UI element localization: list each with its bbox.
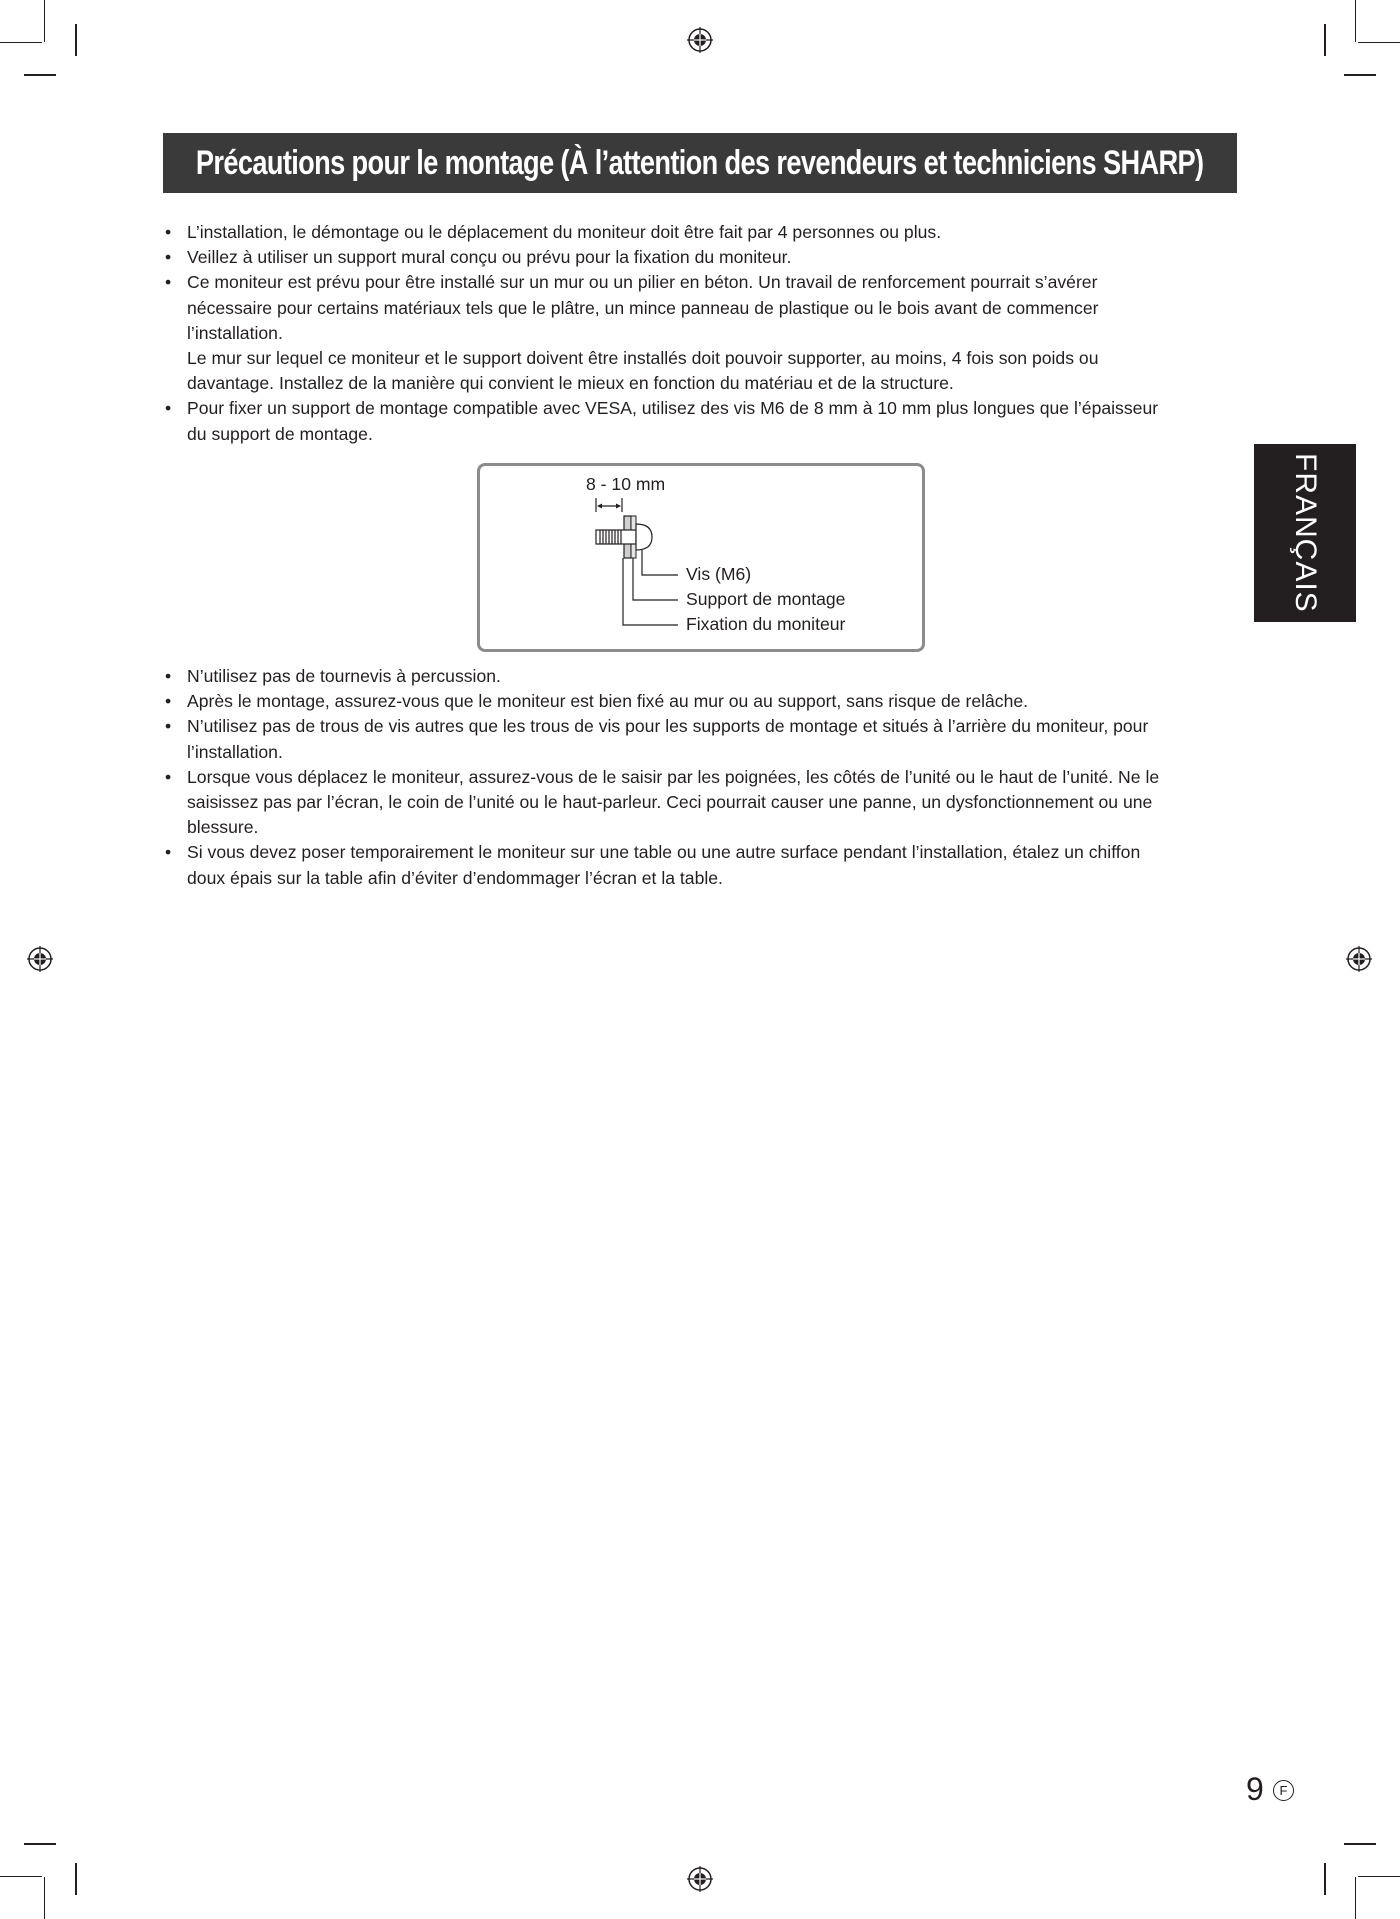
list-item-line: • Ce moniteur est prévu pour être installé sur un mur ou un pilier en béton. Un travail de renforcement pourrait s’avérer [187, 272, 1098, 293]
crop-mark [0, 42, 42, 43]
list-item [165, 664, 1245, 689]
list-item [165, 220, 1245, 245]
registration-mark-icon [1346, 946, 1372, 972]
crop-mark [1324, 24, 1326, 56]
crop-mark [1344, 74, 1376, 76]
list-item-line: • N’utilisez pas de trous de vis autres que les trous de vis pour les supports de montage et situés à l’arrière du moniteur, pour [187, 716, 1149, 737]
list-item [165, 714, 1245, 764]
dimension-arrowhead [597, 504, 602, 509]
crop-mark [24, 1843, 56, 1845]
list-item-line: • Pour fixer un support de montage compatible avec VESA, utilisez des vis M6 de 8 mm à 10 mm plus longues que l’épaisseur [187, 398, 1159, 419]
registration-mark-icon [687, 27, 713, 53]
crop-mark [1358, 1876, 1400, 1877]
list-item-line: du support de montage. [187, 423, 373, 444]
language-tab-label: FRANÇAIS [1289, 453, 1322, 613]
list-item-line: davantage. Installez de la manière qui convient le mieux en fonction du matériau et de la structure. [187, 373, 954, 394]
registration-mark-icon [687, 1866, 713, 1892]
section-title-bar [163, 133, 1237, 193]
list-item [165, 245, 1245, 270]
screw-length-diagram [477, 463, 925, 652]
crop-mark [1344, 1843, 1376, 1845]
list-item-line: l’installation. [187, 741, 283, 762]
screw-head [636, 524, 652, 550]
screw-shaft [596, 530, 636, 544]
page-number: 9 [1246, 1771, 1264, 1807]
crop-mark [44, 1877, 45, 1919]
page-title: Précautions pour le montage (À l’attention des revendeurs et techniciens SHARP) [196, 143, 1204, 182]
crop-mark [1358, 42, 1400, 43]
precautions-list-bottom [165, 664, 1245, 891]
precautions-list-top [165, 220, 1245, 447]
list-item [165, 689, 1245, 714]
list-item [165, 765, 1245, 841]
list-item-line: l’installation. [187, 322, 283, 343]
leader-line-fixture [623, 558, 678, 625]
crop-mark [1355, 0, 1356, 42]
list-item [165, 396, 1245, 446]
language-tab [1254, 444, 1356, 622]
bracket-label: Support de montage [686, 589, 846, 609]
registration-mark-icon [27, 946, 53, 972]
crop-mark [75, 24, 77, 56]
list-item [165, 840, 1245, 890]
crop-mark [24, 74, 56, 76]
list-item-line: • Après le montage, assurez-vous que le moniteur est bien fixé au mur ou au support, sans risque de relâche. [187, 691, 1029, 712]
crop-mark [1355, 1877, 1356, 1919]
list-item-line: • Veillez à utiliser un support mural conçu ou prévu pour la fixation du moniteur. [187, 247, 792, 268]
language-letter-badge: F [1273, 1780, 1294, 1801]
list-item-line: nécessaire pour certains matériaux tels que le plâtre, un mince panneau de plastique ou le bois avant de commencer [187, 297, 1099, 318]
list-item-line: saisissez pas par l’écran, le coin de l’unité ou le haut-parleur. Ceci pourrait causer une panne, un dysfonctionnement ou une [187, 792, 1153, 813]
list-item-line: • Lorsque vous déplacez le moniteur, assurez-vous de le saisir par les poignées, les côtés de l’unité ou le haut de l’unité. Ne le [187, 766, 1160, 787]
list-item-line: • Si vous devez poser temporairement le moniteur sur une table ou une autre surface pendant l’installation, étalez un chiffon [187, 842, 1141, 863]
list-item-line: • N’utilisez pas de tournevis à percussion. [187, 666, 501, 686]
list-item-line: doux épais sur la table afin d’éviter d’endommager l’écran et la table. [187, 867, 723, 888]
dimension-arrowhead [616, 504, 621, 509]
list-item-line: blessure. [187, 817, 259, 838]
crop-mark [44, 0, 45, 42]
screw-label: Vis (M6) [686, 564, 752, 584]
fixture-label: Fixation du moniteur [686, 614, 846, 634]
leader-line-bracket [633, 558, 678, 600]
crop-mark [0, 1876, 42, 1877]
list-item-line: Le mur sur lequel ce moniteur et le support doivent être installés doit pouvoir supporter, au moins, 4 fois son poids ou [187, 348, 1099, 369]
list-item-line: • L’installation, le démontage ou le déplacement du moniteur doit être fait par 4 personnes ou plus. [187, 222, 942, 242]
list-item [165, 270, 1245, 396]
leader-line-screw [642, 550, 678, 575]
crop-mark [1324, 1863, 1326, 1895]
crop-mark [75, 1863, 77, 1895]
dimension-label: 8 - 10 mm [586, 474, 666, 494]
